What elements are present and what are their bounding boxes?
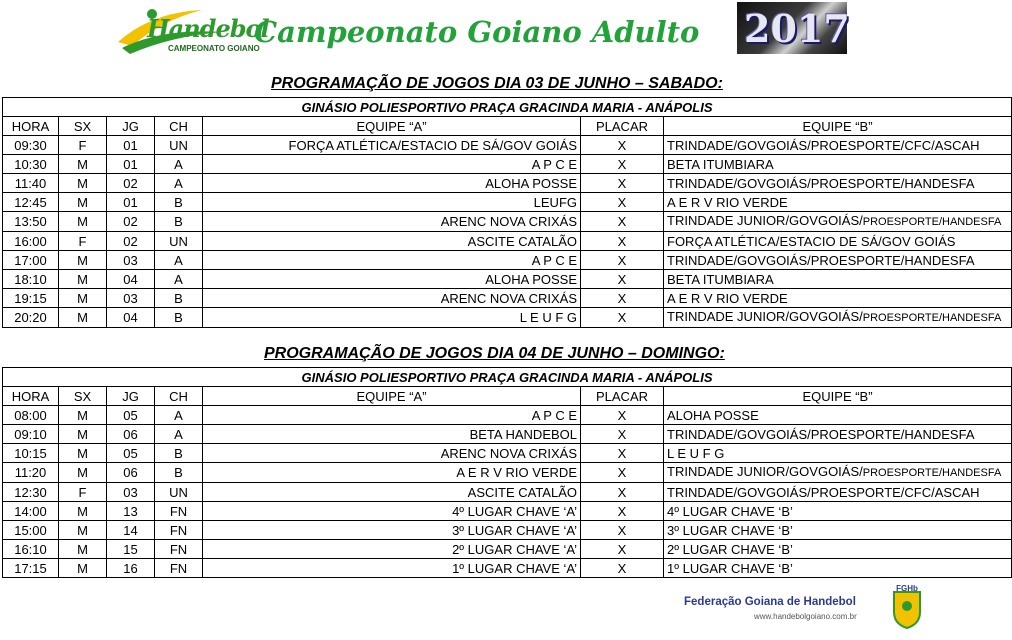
game-row	[3, 521, 1012, 540]
game-number: 06	[107, 463, 155, 483]
score-separator: X	[581, 540, 664, 559]
game-group: B	[155, 212, 203, 232]
score-separator: X	[581, 406, 664, 425]
game-time: 19:15	[3, 289, 59, 308]
score-separator: X	[581, 212, 664, 232]
team-a: 2º LUGAR CHAVE ‘A’	[203, 540, 581, 559]
game-sex: M	[59, 444, 107, 463]
score-separator: X	[581, 444, 664, 463]
gym-row	[3, 98, 1012, 117]
team-a: ARENC NOVA CRIXÁS	[203, 212, 581, 232]
score-separator: X	[581, 155, 664, 174]
game-row	[3, 502, 1012, 521]
gym-name: GINÁSIO POLIESPORTIVO PRAÇA GRACINDA MARIA - ANÁPOLIS	[3, 98, 1012, 117]
team-b: 3º LUGAR CHAVE ‘B’	[664, 521, 1012, 540]
team-a: ALOHA POSSE	[203, 174, 581, 193]
game-number: 03	[107, 289, 155, 308]
score-separator: X	[581, 289, 664, 308]
game-row	[3, 212, 1012, 232]
game-sex: M	[59, 521, 107, 540]
score-separator: X	[581, 521, 664, 540]
score-separator: X	[581, 308, 664, 328]
championship-year: 2017	[744, 6, 850, 51]
team-b: TRINDADE/GOVGOIÁS/PROESPORTE/CFC/ASCAH	[664, 136, 1012, 155]
game-group: UN	[155, 232, 203, 251]
game-group: FN	[155, 540, 203, 559]
game-row	[3, 406, 1012, 425]
team-b: TRINDADE/GOVGOIÁS/PROESPORTE/HANDESFA	[664, 174, 1012, 193]
game-time: 17:00	[3, 251, 59, 270]
game-group: A	[155, 174, 203, 193]
game-time: 16:10	[3, 540, 59, 559]
game-sex: F	[59, 136, 107, 155]
federation-name: Federação Goiana de Handebol	[684, 596, 856, 608]
game-time: 08:00	[3, 406, 59, 425]
team-b: 2º LUGAR CHAVE ‘B’	[664, 540, 1012, 559]
col-header-equipe-a: EQUIPE “A”	[203, 387, 581, 406]
day1-schedule-table	[2, 97, 1012, 328]
day2-schedule-table	[2, 367, 1012, 578]
game-number: 03	[107, 483, 155, 502]
score-separator: X	[581, 174, 664, 193]
logo-subtitle: CAMPEONATO GOIANO	[168, 44, 260, 53]
col-header-placar: PLACAR	[581, 117, 664, 136]
game-sex: M	[59, 251, 107, 270]
game-group: FN	[155, 559, 203, 578]
page-header	[0, 0, 960, 62]
team-a: 3º LUGAR CHAVE ‘A’	[203, 521, 581, 540]
federation-url: www.handebolgoiano.com.br	[754, 612, 857, 621]
team-a: 4º LUGAR CHAVE ‘A’	[203, 502, 581, 521]
game-time: 11:40	[3, 174, 59, 193]
game-number: 13	[107, 502, 155, 521]
game-number: 03	[107, 251, 155, 270]
game-row	[3, 289, 1012, 308]
game-number: 04	[107, 308, 155, 328]
game-time: 17:15	[3, 559, 59, 578]
federation-footer	[684, 584, 954, 636]
game-number: 05	[107, 444, 155, 463]
col-header-placar: PLACAR	[581, 387, 664, 406]
game-sex: M	[59, 270, 107, 289]
game-time: 10:30	[3, 155, 59, 174]
game-sex: M	[59, 425, 107, 444]
game-time: 09:10	[3, 425, 59, 444]
score-separator: X	[581, 232, 664, 251]
game-time: 14:00	[3, 502, 59, 521]
game-group: UN	[155, 483, 203, 502]
team-b: TRINDADE JUNIOR/GOVGOIÁS/PROESPORTE/HANDESFA	[664, 212, 1012, 232]
col-header-equipe-a: EQUIPE “A”	[203, 117, 581, 136]
game-time: 16:00	[3, 232, 59, 251]
game-group: A	[155, 425, 203, 444]
team-b: L E U F G	[664, 444, 1012, 463]
game-number: 02	[107, 174, 155, 193]
team-a: A E R V RIO VERDE	[203, 463, 581, 483]
col-header-equipe-b: EQUIPE “B”	[664, 387, 1012, 406]
score-separator: X	[581, 502, 664, 521]
game-group: B	[155, 463, 203, 483]
team-a: A P C E	[203, 406, 581, 425]
game-group: A	[155, 270, 203, 289]
game-sex: M	[59, 502, 107, 521]
logo-text: Handebol	[147, 14, 269, 43]
game-number: 04	[107, 270, 155, 289]
team-a: L E U F G	[203, 308, 581, 328]
team-b: 4º LUGAR CHAVE ‘B’	[664, 502, 1012, 521]
team-a: ARENC NOVA CRIXÁS	[203, 289, 581, 308]
federation-badge-label: FGHb	[896, 584, 918, 593]
team-b: TRINDADE/GOVGOIÁS/PROESPORTE/HANDESFA	[664, 251, 1012, 270]
game-sex: M	[59, 289, 107, 308]
team-b-suffix: PROESPORTE/HANDESFA	[862, 216, 1002, 228]
game-group: B	[155, 289, 203, 308]
team-b: ALOHA POSSE	[664, 406, 1012, 425]
team-b: TRINDADE JUNIOR/GOVGOIÁS/PROESPORTE/HANDESFA	[664, 463, 1012, 483]
game-group: B	[155, 193, 203, 212]
game-sex: M	[59, 540, 107, 559]
game-row	[3, 308, 1012, 328]
score-separator: X	[581, 559, 664, 578]
team-b: A E R V RIO VERDE	[664, 193, 1012, 212]
header-row	[3, 117, 1012, 136]
game-number: 06	[107, 425, 155, 444]
game-sex: M	[59, 155, 107, 174]
game-time: 12:45	[3, 193, 59, 212]
game-sex: M	[59, 174, 107, 193]
team-b: BETA ITUMBIARA	[664, 270, 1012, 289]
game-group: FN	[155, 502, 203, 521]
team-a: A P C E	[203, 251, 581, 270]
game-time: 13:50	[3, 212, 59, 232]
game-group: A	[155, 251, 203, 270]
championship-title: Campeonato Goiano Adulto	[254, 15, 700, 49]
game-sex: M	[59, 193, 107, 212]
team-a: ARENC NOVA CRIXÁS	[203, 444, 581, 463]
game-group: B	[155, 444, 203, 463]
day1-title: PROGRAMAÇÃO DE JOGOS DIA 03 DE JUNHO – SABADO:	[271, 75, 723, 92]
team-a: FORÇA ATLÉTICA/ESTACIO DE SÁ/GOV GOIÁS	[203, 136, 581, 155]
team-b: TRINDADE JUNIOR/GOVGOIÁS/PROESPORTE/HANDESFA	[664, 308, 1012, 328]
game-sex: M	[59, 559, 107, 578]
team-b: A E R V RIO VERDE	[664, 289, 1012, 308]
game-row	[3, 251, 1012, 270]
team-b-suffix: PROESPORTE/HANDESFA	[862, 467, 1002, 479]
game-number: 02	[107, 212, 155, 232]
game-time: 20:20	[3, 308, 59, 328]
col-header-sx: SX	[59, 117, 107, 136]
game-time: 11:20	[3, 463, 59, 483]
team-b: FORÇA ATLÉTICA/ESTACIO DE SÁ/GOV GOIÁS	[664, 232, 1012, 251]
team-a: LEUFG	[203, 193, 581, 212]
game-sex: M	[59, 308, 107, 328]
team-a: ASCITE CATALÃO	[203, 232, 581, 251]
day2-title: PROGRAMAÇÃO DE JOGOS DIA 04 DE JUNHO – DOMINGO:	[264, 345, 725, 362]
game-row	[3, 174, 1012, 193]
game-number: 01	[107, 193, 155, 212]
col-header-jg: JG	[107, 117, 155, 136]
col-header-hora: HORA	[3, 117, 59, 136]
game-number: 14	[107, 521, 155, 540]
game-number: 02	[107, 232, 155, 251]
game-sex: M	[59, 212, 107, 232]
game-number: 01	[107, 136, 155, 155]
game-number: 05	[107, 406, 155, 425]
col-header-hora: HORA	[3, 387, 59, 406]
gym-row	[3, 368, 1012, 387]
game-time: 09:30	[3, 136, 59, 155]
team-a: BETA HANDEBOL	[203, 425, 581, 444]
game-row	[3, 540, 1012, 559]
game-row	[3, 425, 1012, 444]
team-a: 1º LUGAR CHAVE ‘A’	[203, 559, 581, 578]
game-row	[3, 463, 1012, 483]
game-group: A	[155, 406, 203, 425]
score-separator: X	[581, 463, 664, 483]
game-sex: F	[59, 232, 107, 251]
score-separator: X	[581, 425, 664, 444]
team-a: A P C E	[203, 155, 581, 174]
team-a: ASCITE CATALÃO	[203, 483, 581, 502]
team-b: TRINDADE/GOVGOIÁS/PROESPORTE/CFC/ASCAH	[664, 483, 1012, 502]
team-b-suffix: PROESPORTE/HANDESFA	[862, 312, 1002, 324]
team-a: ALOHA POSSE	[203, 270, 581, 289]
col-header-jg: JG	[107, 387, 155, 406]
game-time: 10:15	[3, 444, 59, 463]
team-b: 1º LUGAR CHAVE ‘B’	[664, 559, 1012, 578]
team-b: BETA ITUMBIARA	[664, 155, 1012, 174]
game-number: 15	[107, 540, 155, 559]
game-group: FN	[155, 521, 203, 540]
game-time: 18:10	[3, 270, 59, 289]
game-group: B	[155, 308, 203, 328]
score-separator: X	[581, 270, 664, 289]
col-header-equipe-b: EQUIPE “B”	[664, 117, 1012, 136]
score-separator: X	[581, 193, 664, 212]
gym-name: GINÁSIO POLIESPORTIVO PRAÇA GRACINDA MARIA - ANÁPOLIS	[3, 368, 1012, 387]
score-separator: X	[581, 136, 664, 155]
game-time: 15:00	[3, 521, 59, 540]
game-row	[3, 559, 1012, 578]
game-row	[3, 136, 1012, 155]
team-b: TRINDADE/GOVGOIÁS/PROESPORTE/HANDESFA	[664, 425, 1012, 444]
header-row	[3, 387, 1012, 406]
game-row	[3, 444, 1012, 463]
game-time: 12:30	[3, 483, 59, 502]
game-number: 16	[107, 559, 155, 578]
game-sex: M	[59, 463, 107, 483]
game-row	[3, 483, 1012, 502]
score-separator: X	[581, 483, 664, 502]
col-header-ch: CH	[155, 117, 203, 136]
game-row	[3, 193, 1012, 212]
game-number: 01	[107, 155, 155, 174]
game-row	[3, 270, 1012, 289]
score-separator: X	[581, 251, 664, 270]
game-sex: M	[59, 406, 107, 425]
col-header-ch: CH	[155, 387, 203, 406]
game-sex: F	[59, 483, 107, 502]
game-row	[3, 232, 1012, 251]
col-header-sx: SX	[59, 387, 107, 406]
game-row	[3, 155, 1012, 174]
game-group: UN	[155, 136, 203, 155]
game-group: A	[155, 155, 203, 174]
